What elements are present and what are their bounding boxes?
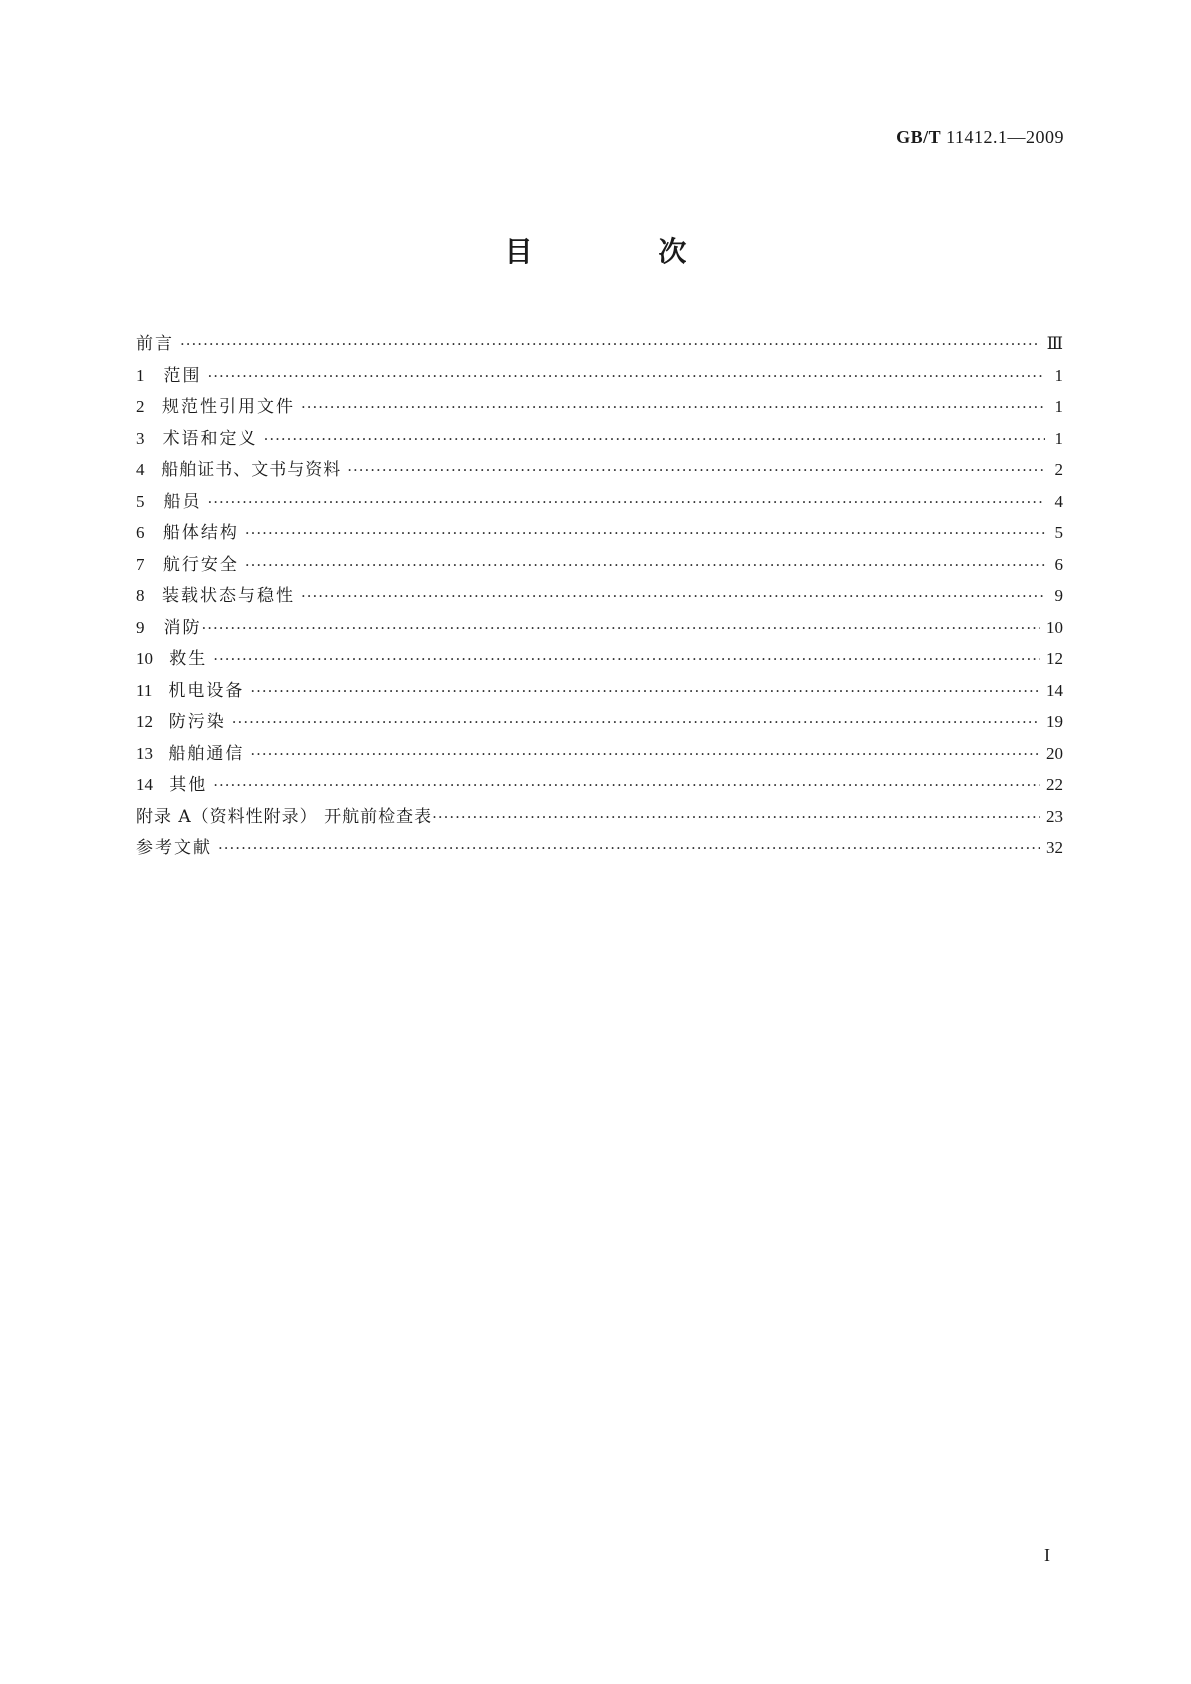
toc-entry-label: 消防 (163, 617, 202, 638)
toc-entry-number: 12 (136, 712, 153, 731)
dot-leader (207, 487, 1045, 519)
toc-entry-8[interactable] (136, 580, 1063, 612)
toc-entry-page: 1 (1054, 365, 1063, 385)
page-number: I (1044, 1545, 1050, 1565)
toc-entry-page: 10 (1046, 617, 1063, 637)
toc-entry-9[interactable] (136, 612, 1063, 644)
dot-leader (245, 518, 1045, 550)
dot-leader (218, 833, 1040, 865)
toc-entry-label: 装载状态与稳性 (161, 586, 295, 606)
toc-entry-number: 5 (136, 491, 145, 511)
toc-entry-page: 6 (1054, 554, 1063, 574)
toc-entry-number: 7 (136, 554, 145, 574)
toc-entry-number: 8 (136, 586, 145, 605)
toc-entry-10[interactable] (136, 643, 1063, 675)
toc-entry-page: 12 (1046, 649, 1063, 668)
toc-entry-11[interactable] (136, 675, 1063, 707)
toc-entry-label: 其他 (169, 775, 208, 795)
toc-entry-2[interactable] (136, 391, 1063, 423)
dot-leader (213, 770, 1040, 802)
toc-entry-label: 前言 (136, 334, 174, 354)
toc-entry-label: 机电设备 (168, 680, 245, 701)
toc-entry-page: 2 (1054, 460, 1063, 479)
toc-entry-14[interactable] (136, 769, 1063, 801)
toc-entry-page: 14 (1046, 680, 1063, 700)
toc-entry-number: 13 (136, 743, 153, 763)
toc-entry-label: 防污染 (168, 712, 226, 732)
toc-entry-page: 22 (1046, 775, 1063, 794)
dot-leader (201, 613, 1040, 645)
toc-entry-label: 范围 (163, 365, 202, 386)
toc-entry-number: 6 (136, 523, 145, 542)
toc-title: 目 次 (504, 235, 745, 268)
dot-leader (250, 739, 1040, 771)
toc-entry-foreword[interactable] (136, 328, 1063, 360)
dot-leader (347, 455, 1045, 487)
standard-number: 11412.1—2009 (946, 127, 1064, 147)
dot-leader (301, 392, 1045, 424)
toc-entry-page: Ⅲ (1046, 334, 1063, 353)
toc-entry-label: 附录 A（资料性附录） 开航前检查表 (136, 806, 433, 827)
toc-entry-label: 航行安全 (162, 554, 239, 575)
toc-entry-12[interactable] (136, 706, 1063, 738)
dot-leader (207, 361, 1045, 393)
toc-entry-5[interactable] (136, 486, 1063, 518)
toc-entry-4[interactable] (136, 454, 1063, 486)
toc-entry-label: 船体结构 (162, 523, 239, 543)
toc-entry-number: 1 (136, 365, 145, 385)
toc-entry-label: 船舶通信 (168, 743, 245, 764)
toc-entry-number: 10 (136, 649, 153, 668)
dot-leader (245, 550, 1045, 582)
toc-entry-label: 船员 (163, 491, 202, 512)
dot-leader (264, 424, 1045, 456)
toc-entry-number: 2 (136, 397, 145, 416)
toc-entry-number: 11 (136, 680, 153, 700)
toc-entry-label: 救生 (169, 649, 208, 669)
standard-code (896, 127, 1064, 148)
toc-entry-page: 23 (1046, 806, 1063, 826)
toc-entry-page: 19 (1046, 712, 1063, 731)
dot-leader (232, 707, 1040, 739)
toc-entry-page: 5 (1054, 523, 1063, 542)
table-of-contents (136, 328, 1063, 864)
toc-entry-number: 4 (136, 460, 145, 479)
dot-leader (250, 676, 1040, 708)
toc-entry-13[interactable] (136, 738, 1063, 770)
toc-entry-page: 20 (1046, 743, 1063, 763)
toc-entry-page: 1 (1054, 428, 1063, 448)
toc-entry-3[interactable] (136, 423, 1063, 455)
toc-entry-page: 9 (1054, 586, 1063, 605)
dot-leader (432, 802, 1040, 834)
toc-entry-number: 9 (136, 617, 145, 637)
toc-entry-number: 14 (136, 775, 153, 794)
toc-entry-6[interactable] (136, 517, 1063, 549)
dot-leader (301, 581, 1045, 613)
toc-entry-number: 3 (136, 428, 145, 448)
dot-leader (180, 329, 1041, 361)
toc-entry-page: 4 (1054, 491, 1063, 511)
toc-entry-page: 32 (1046, 838, 1063, 857)
toc-entry-label: 船舶证书、文书与资料 (161, 460, 342, 480)
toc-entry-7[interactable] (136, 549, 1063, 581)
toc-entry-label: 术语和定义 (162, 428, 258, 449)
standard-prefix: GB/T (896, 127, 942, 147)
toc-entry-bibliography[interactable] (136, 832, 1063, 864)
dot-leader (213, 644, 1040, 676)
toc-entry-1[interactable] (136, 360, 1063, 392)
toc-entry-label: 参考文献 (136, 838, 212, 858)
toc-entry-label: 规范性引用文件 (161, 397, 295, 417)
toc-entry-annex-a[interactable] (136, 801, 1063, 833)
toc-entry-page: 1 (1054, 397, 1063, 416)
